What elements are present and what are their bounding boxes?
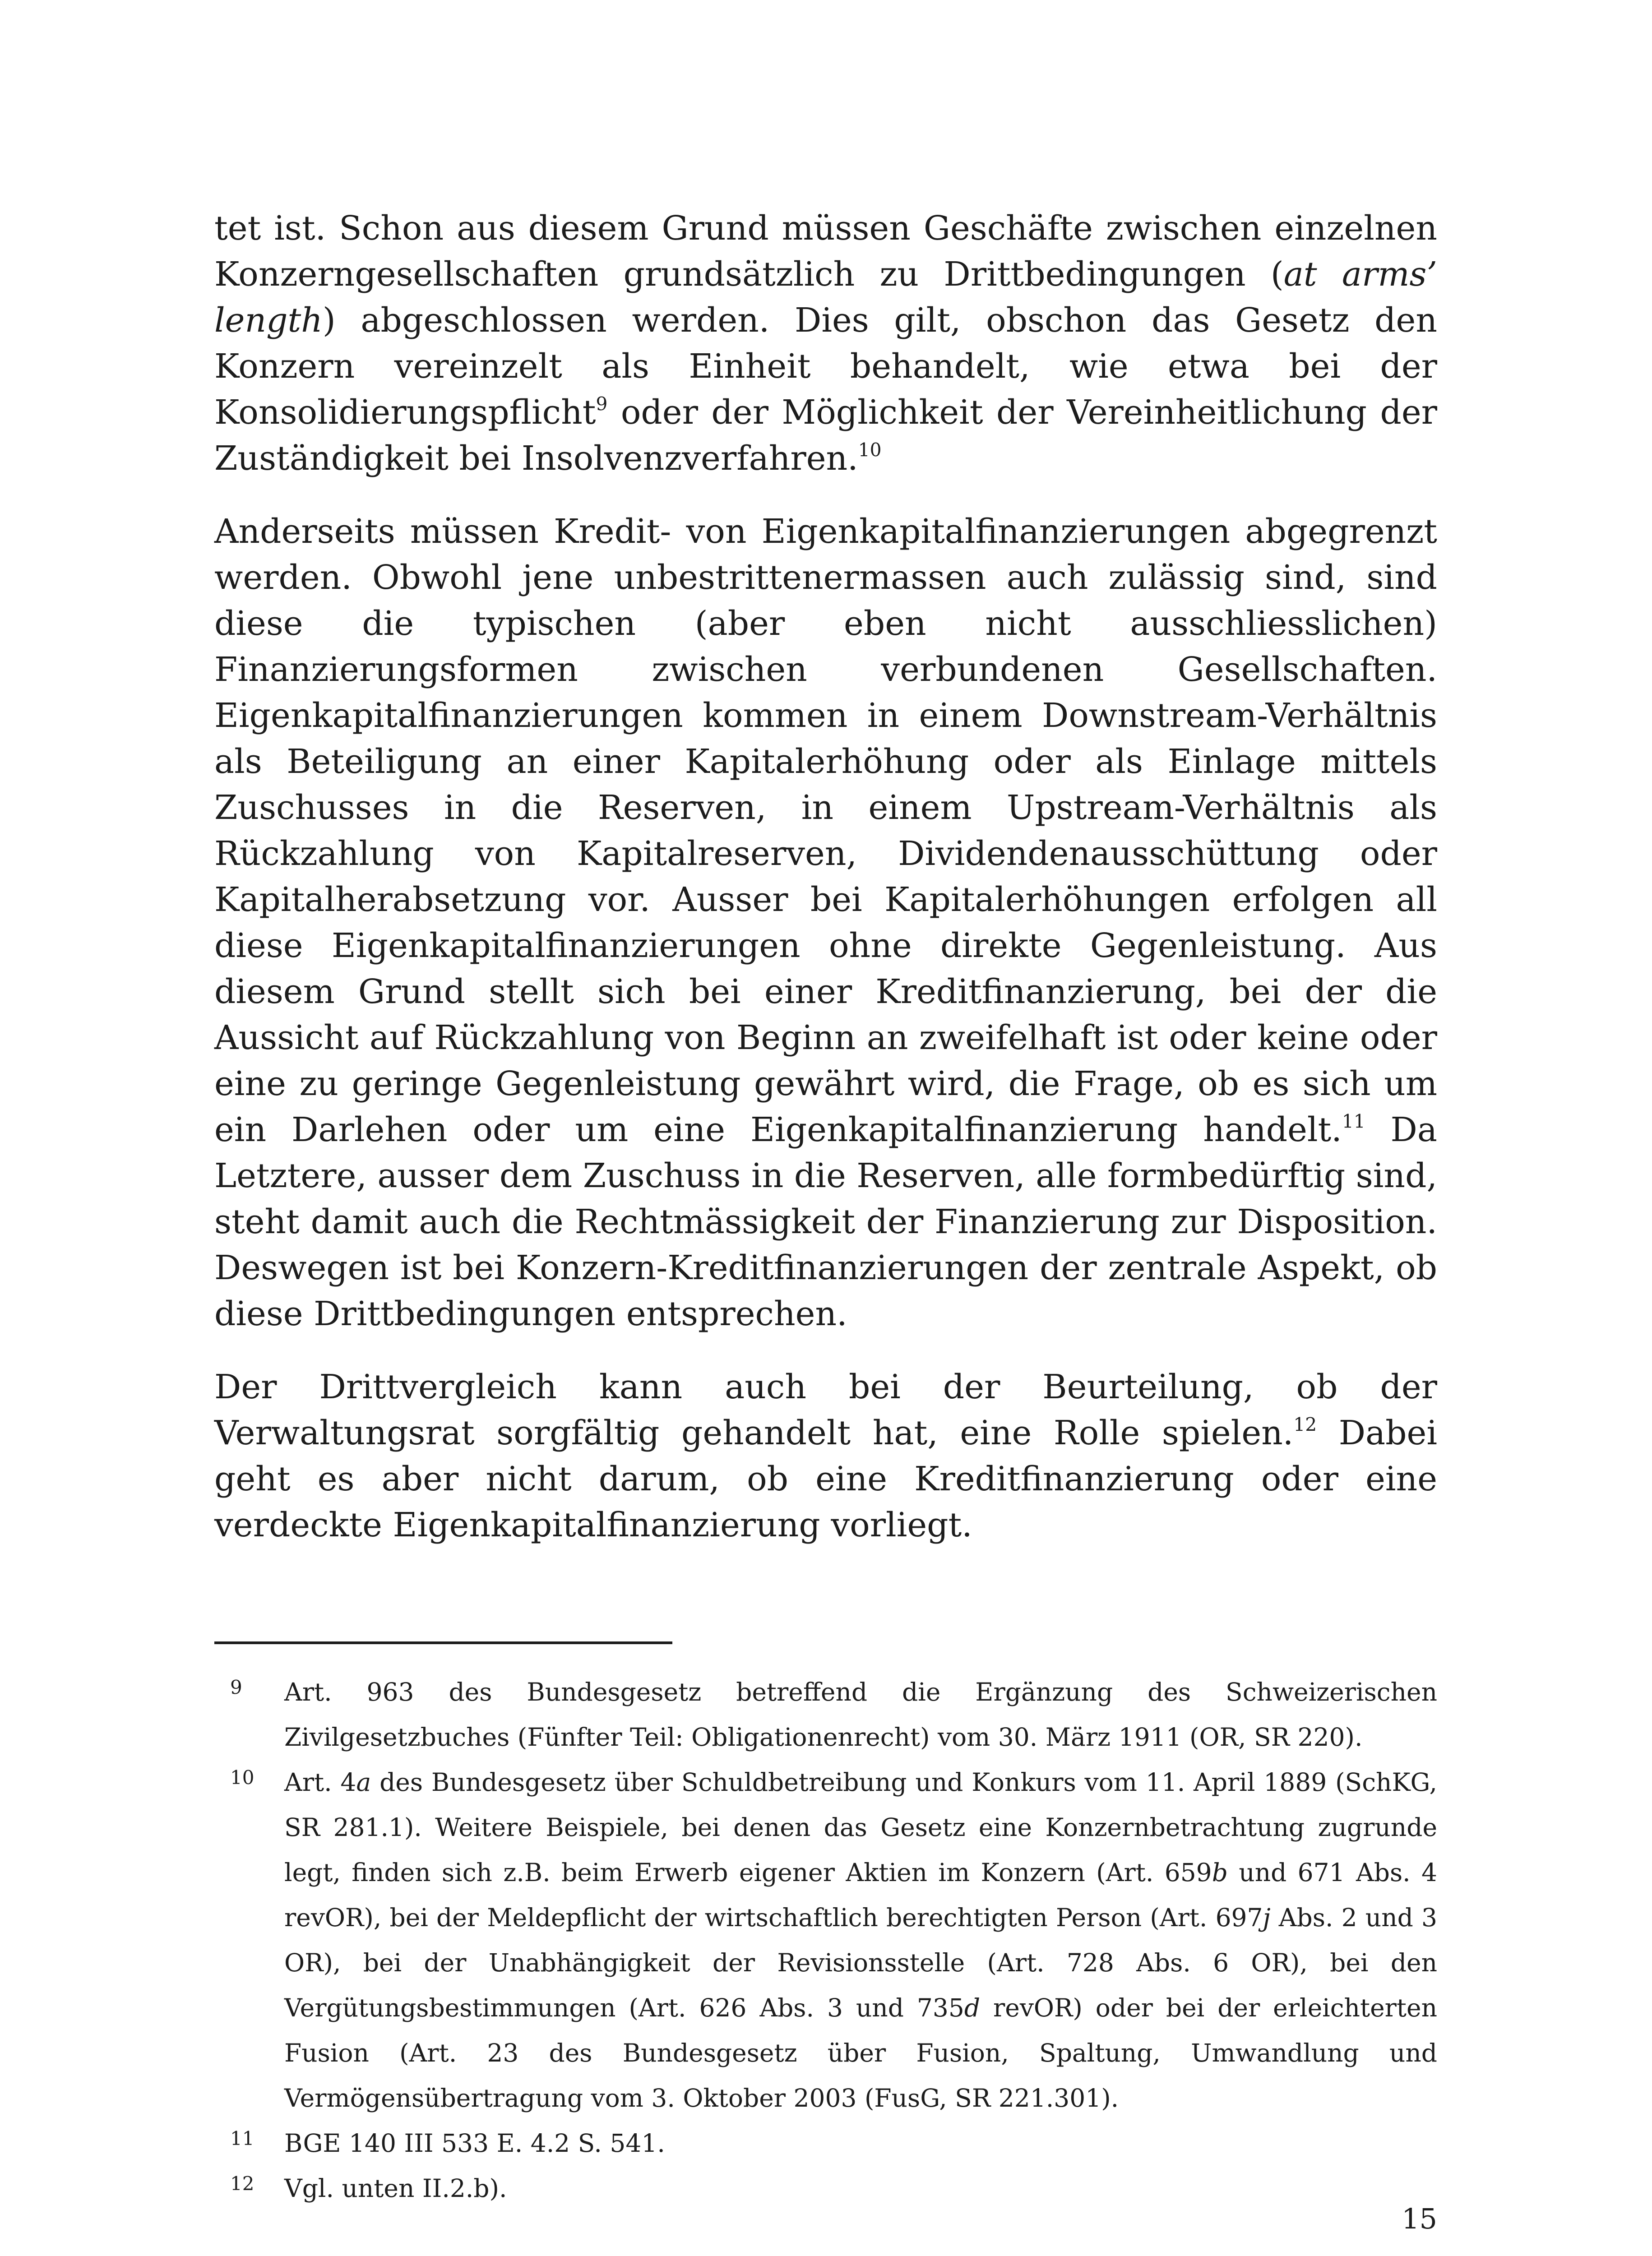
paragraph-1	[214, 205, 1437, 481]
footnote-number: 12	[230, 2173, 255, 2195]
text-run: ) abgeschlossen werden. Dies gilt, obschon das Gesetz den Konzern vereinzelt als Einheit behandelt, wie etwa bei der Konsolidierungspflicht	[214, 301, 1437, 432]
footnote-11	[214, 2121, 1437, 2166]
text-run: Der Drittvergleich kann auch bei der Beurteilung, ob der Verwaltungsrat sorgfältig gehandelt hat, eine Rolle spielen.	[214, 1368, 1437, 1452]
footnote-ref-11[interactable]: 11	[1342, 1110, 1365, 1133]
footnote-text: Vgl. unten II.2.b).	[284, 2174, 507, 2203]
text-run: des Bundesgesetz über Schuldbetreibung und Konkurs vom 11. April 1889 (SchKG, SR 281.1). Weitere Beispiele, bei denen das Gesetz eine Konzernbetrachtung zugrunde legt, finden sich z.B. beim Erwerb eigener Aktien im Konzern (Art. 659	[284, 1768, 1437, 1887]
paragraph-2	[214, 509, 1437, 1337]
footnote-ref-10[interactable]: 10	[858, 439, 882, 461]
text-run: Dabei geht es aber nicht darum, ob eine Kreditfinanzierung oder eine verdeckte Eigenkapitalfinanzierung vorliegt.	[214, 1414, 1437, 1544]
italic-term: at arms’ length	[214, 255, 1438, 340]
footnote-text	[284, 1760, 1437, 2121]
footnote-12	[214, 2166, 1437, 2211]
italic-letter: a	[356, 1768, 371, 1797]
footnote-ref-12[interactable]: 12	[1293, 1414, 1317, 1436]
footnote-10	[214, 1760, 1437, 2121]
footnote-text: BGE 140 III 533 E. 4.2 S. 541.	[284, 2129, 665, 2158]
footnote-number: 9	[230, 1676, 242, 1698]
text-run: Abs. 2 und 3 OR), bei der Unabhängigkeit der Revisionsstelle (Art. 728 Abs. 6 OR), bei den Vergütungsbestimmungen (Art. 626 Abs. 3 und 735	[284, 1903, 1438, 2022]
footnote-number: 10	[230, 1766, 255, 1789]
main-text	[214, 205, 1437, 1548]
text-run: Da Letztere, ausser dem Zuschuss in die Reserven, alle formbedürftig sind, steht damit auch die Rechtmässigkeit der Finanzierung zur Disposition. Deswegen ist bei Konzern-Kreditfinanzierungen der zentrale Aspekt, ob diese Drittbedingungen entsprechen.	[214, 1110, 1437, 1333]
italic-letter: j	[1263, 1903, 1271, 1932]
text-run: und 671 Abs. 4 revOR), bei der Meldepflicht der wirtschaftlich berechtigten Person (Art. 697	[284, 1858, 1438, 1932]
text-run: oder der Möglichkeit der Vereinheitlichung der Zuständigkeit bei Insolvenzverfahren.	[214, 393, 1437, 478]
text-run: Art. 4	[284, 1768, 356, 1797]
text-run: tet ist. Schon aus diesem Grund müssen Geschäfte zwischen einzelnen Konzerngesellschaften grundsätzlich zu Drittbedingungen (	[214, 209, 1437, 294]
text-run: revOR) oder bei der erleichterten Fusion (Art. 23 des Bundesgesetz über Fusion, Spaltung, Umwandlung und Vermögensübertragung vom 3. Oktober 2003 (FusG, SR 221.301).	[284, 1993, 1437, 2113]
italic-letter: b	[1212, 1858, 1228, 1887]
page-number: 15	[1402, 2202, 1437, 2235]
footnote-9	[214, 1669, 1437, 1760]
text-run: Anderseits müssen Kredit- von Eigenkapitalfinanzierungen abgegrenzt werden. Obwohl jene unbestrittenermassen auch zulässig sind, sind diese die typischen (aber eben nicht ausschliesslichen) Finanzierungsformen zwischen verbundenen Gesellschaften. Eigenkapitalfinanzierungen kommen in einem Downstream-Verhältnis als Beteiligung an einer Kapitalerhöhung oder als Einlage mittels Zuschusses in die Reserven, in einem Upstream-Verhältnis als Rückzahlung von Kapitalreserven, Dividendenausschüttung oder Kapitalherabsetzung vor. Ausser bei Kapitalerhöhungen erfolgen all diese Eigenkapitalfinanzierungen ohne direkte Gegenleistung. Aus diesem Grund stellt sich bei einer Kreditfinanzierung, bei der die Aussicht auf Rückzahlung von Beginn an zweifelhaft ist oder keine oder eine zu geringe Gegenleistung gewährt wird, die Frage, ob es sich um ein Darlehen oder um eine Eigenkapitalfinanzierung handelt.	[214, 512, 1437, 1149]
footnote-text: Art. 963 des Bundesgesetz betreffend die Ergänzung des Schweizerischen Zivilgesetzbuches (Fünfter Teil: Obligationenrecht) vom 30. März 1911 (OR, SR 220).	[284, 1678, 1437, 1752]
footnotes	[214, 1669, 1437, 2211]
footnote-separator	[214, 1641, 672, 1644]
footnote-number: 11	[230, 2127, 255, 2150]
paragraph-3	[214, 1364, 1437, 1548]
italic-letter: d	[964, 1993, 981, 2022]
footnote-ref-9[interactable]: 9	[596, 393, 608, 415]
